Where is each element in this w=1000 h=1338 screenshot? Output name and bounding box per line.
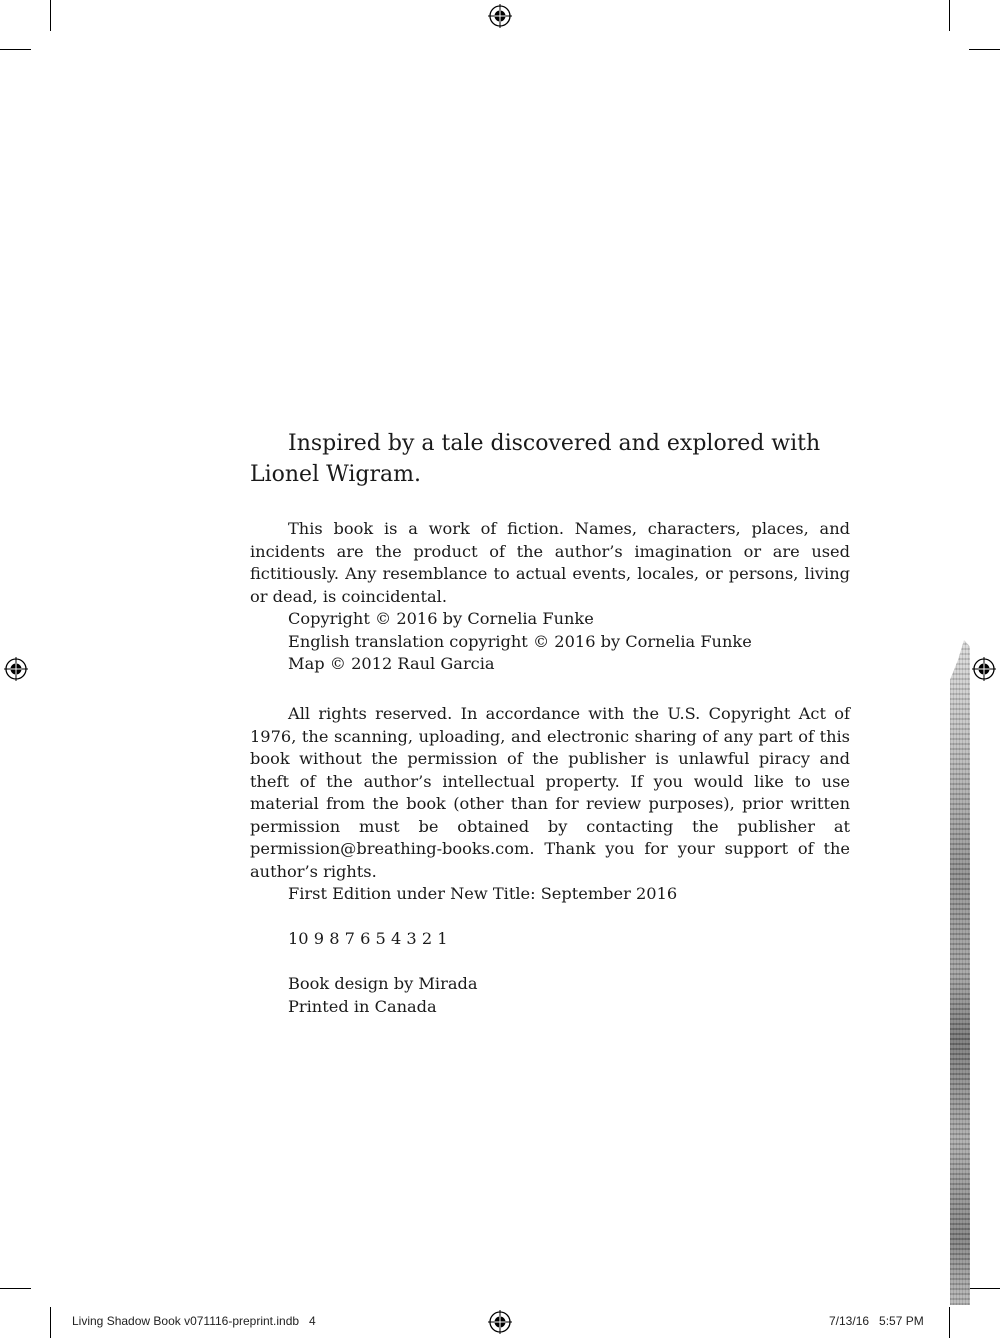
rights-block [250,703,850,883]
edition-block [250,883,850,906]
bleed-edge-artwork [950,640,970,1305]
crop-mark-bottom-left-horizontal [0,1288,31,1289]
slug-filename: Living Shadow Book v071116-preprint.indb 4 [72,1314,316,1328]
crop-mark-bottom-right-horizontal [969,1288,1000,1289]
copyright-line: Copyright © 2016 by Cornelia Funke [288,609,594,628]
credits-block [250,973,850,1018]
crop-mark-top-right-horizontal [969,49,1000,50]
crop-mark-top-right-vertical [949,0,950,31]
registration-mark-icon [4,657,28,681]
fiction-notice-block [250,518,850,608]
printing-line: 10 9 8 7 6 5 4 3 2 1 [288,929,448,948]
fiction-notice: This book is a work of fiction. Names, characters, places, and incidents are the product of the author’s imagination or are used fictitiously. Any resemblance to actual events, locales, or persons, living or dead, is coincidental. [250,519,850,606]
registration-mark-icon [488,1310,512,1334]
rights-notice: All rights reserved. In accordance with the U.S. Copyright Act of 1976, the scanning, uploading, and electronic sharing of any part of this book without the permission of the publisher is unlawful piracy and theft of the author’s intellectual property. If you would like to use material from the book (other than for review purposes), prior written permission must be obtained by contacting the publisher at permission@breathing-books.com. Thank you for your support of the author’s rights. [250,704,850,881]
copyright-line: Map © 2012 Raul Garcia [288,654,495,673]
printing-block [250,928,850,951]
registration-mark-icon [488,4,512,28]
edition-line: First Edition under New Title: September 2016 [288,884,678,903]
copyright-line: English translation copyright © 2016 by Cornelia Funke [288,631,752,651]
crop-mark-bottom-right-vertical [949,1307,950,1338]
crop-mark-top-left-horizontal [0,49,31,50]
registration-mark-icon [972,657,996,681]
crop-mark-bottom-left-vertical [50,1307,51,1338]
credit-line: Printed in Canada [288,996,437,1016]
dedication: Inspired by a tale discovered and explored with Lionel Wigram. [250,431,821,487]
slug-datetime: 7/13/16 5:57 PM [829,1314,924,1328]
copyright-block [250,608,850,676]
credit-line: Book design by Mirada [288,974,478,993]
crop-mark-top-left-vertical [50,0,51,31]
